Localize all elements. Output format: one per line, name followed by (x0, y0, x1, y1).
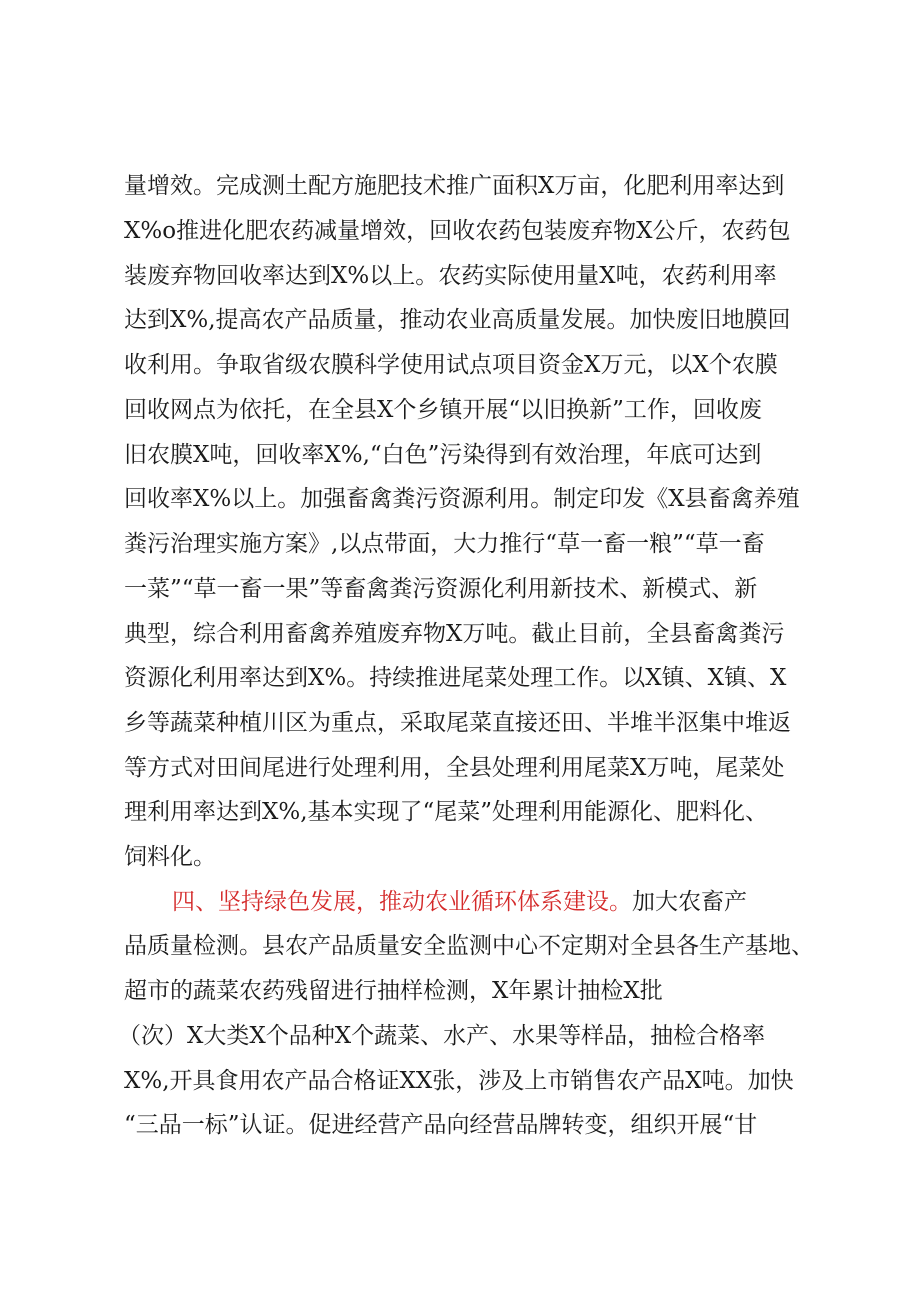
text-line: 一菜”“草一畜一果”等畜禽粪污资源化利用新技术、新模式、新 (124, 576, 758, 602)
text-line: X%,开具食用农产品合格证XX张，涉及上市销售农产品X吨。加快 (124, 1068, 794, 1094)
text-run: 加大农畜产 (632, 889, 747, 915)
text-line: 理利用率达到X%,基本实现了“尾菜”处理利用能源化、肥料化、 (124, 799, 769, 825)
text-line: 达到X%,提高农产品质量，推动农业高质量发展。加快废旧地膜回 (124, 307, 791, 333)
text-line: 回收率X%以上。加强畜禽粪污资源利用。制定印发《X县畜禽养殖 (124, 486, 800, 512)
text-line: 回收网点为依托，在全县X个乡镇开展“以旧换新”工作，回收废 (124, 397, 762, 423)
text-line: 量增效。完成测土配方施肥技术推广面积X万亩，化肥利用率达到 (124, 173, 785, 199)
text-line: 收利用。争取省级农膜科学使用试点项目资金X万元，以X个农膜 (124, 352, 778, 378)
text-line: 等方式对田间尾进行处理利用，全县处理利用尾菜X万吨，尾菜处 (124, 755, 785, 781)
text-line: 资源化利用率达到X%。持续推进尾菜处理工作。以X镇、X镇、X (124, 665, 787, 691)
text-line: 旧农膜X吨，回收率X%,“白色”污染得到有效治理，年底可达到 (124, 442, 762, 468)
text-line: 粪污治理实施方案》,以点带面，大力推行“草一畜一粮”“草一畜 (124, 531, 765, 557)
text-line: “三品一标”认证。促进经营产品向经营品牌转变，组织开展“甘 (124, 1112, 758, 1138)
text-line: （次）X大类X个品种X个蔬菜、水产、水果等样品，抽检合格率 (118, 1023, 766, 1049)
text-line: 品质量检测。县农产品质量安全监测中心不定期对全县各生产基地、 (124, 933, 814, 959)
text-line: X%o推进化肥农药减量增效，回收农药包装废弃物X公斤，农药包 (124, 218, 791, 244)
heading-line (172, 880, 852, 924)
text-line: 超市的蔬菜农药残留进行抽样检测，X年累计抽检X批 (124, 978, 663, 1004)
text-line: 典型，综合利用畜禽养殖废弃物X万吨。截止目前，全县畜禽粪污 (124, 621, 785, 647)
text-line: 饲料化。 (124, 844, 216, 870)
text-line: 乡等蔬菜种植川区为重点，采取尾菜直接还田、半堆半沤集中堆返 (124, 710, 791, 736)
section-heading: 四、坚持绿色发展，推动农业循环体系建设。 (172, 889, 632, 915)
text-line: 装废弃物回收率达到X%以上。农药实际使用量X吨，农药利用率 (124, 263, 777, 289)
